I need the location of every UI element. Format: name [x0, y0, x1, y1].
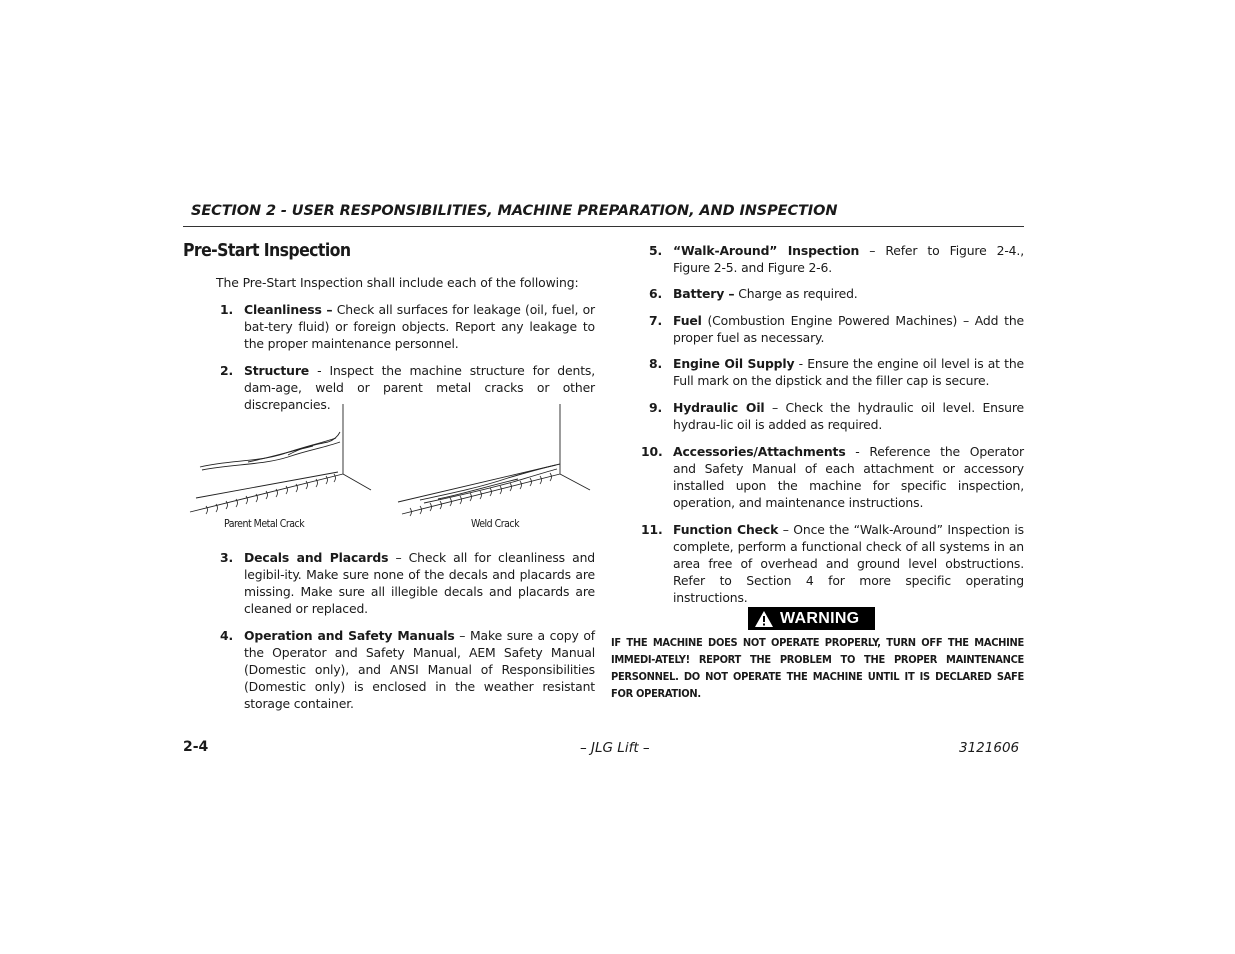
item-term: Engine Oil Supply	[673, 356, 795, 371]
warning-triangle-icon	[754, 610, 774, 628]
item-number: 9.	[649, 400, 663, 415]
item-term: Hydraulic Oil	[673, 400, 765, 415]
item-text: – Once the “Walk-Around” Inspection is complete, perform a functional check of all systems in an area free of overhead and ground level obstructions. Refer to Section 4 for more specific operating instructions.	[673, 522, 1024, 605]
item-text: - Ensure the engine oil level is at the Full mark on the dipstick and the filler cap is secure.	[673, 356, 1025, 388]
item-number: 10.	[641, 444, 663, 459]
doc-number: 3121606	[959, 740, 1020, 756]
item-text: Check all surfaces for leakage (oil, fuel, or bat-tery fluid) or foreign objects. Report any leakage to the proper maintenance personnel.	[244, 302, 595, 351]
item-text: – Check the hydraulic oil level. Ensure hydrau-lic oil is added as required.	[673, 400, 1024, 432]
item-text: - Reference the Operator and Safety Manual of each attachment or accessory installed upon the machine for specific inspection, operation, and maintenance instructions.	[673, 444, 1024, 510]
item-text: – Check all for cleanliness and legibil-ity. Make sure none of the decals and placards are missing. Make sure all illegible decals and placards are cleaned or replaced.	[244, 550, 595, 616]
item-term: Battery –	[673, 286, 735, 301]
item-term: Operation and Safety Manuals	[244, 628, 455, 643]
item-text: – Make sure a copy of the Operator and Safety Manual, AEM Safety Manual (Domestic only), and ANSI Manual of Responsibilities (Domestic only) is enclosed in the weather resistant storage container.	[244, 628, 595, 711]
item-term: “Walk-Around” Inspection	[673, 243, 860, 258]
warning-text: IF THE MACHINE DOES NOT OPERATE PROPERLY, TURN OFF THE MACHINE IMMEDI-ATELY! REPORT THE PROBLEM TO THE PROPER MAINTENANCE PERSONNEL. DO NOT OPERATE THE MACHINE UNTIL IT IS DECLARED SAFE FOR OPERATION.	[611, 636, 1024, 700]
item-number: 3.	[220, 550, 234, 565]
footer-center: – JLG Lift –	[580, 740, 650, 756]
intro-text: The Pre-Start Inspection shall include each of the following:	[216, 275, 579, 290]
item-text: - Inspect the machine structure for dents, dam-age, weld or parent metal cracks or other discrepancies.	[244, 363, 595, 412]
item-number: 4.	[220, 628, 234, 643]
item-number: 7.	[649, 313, 663, 328]
item-term: Accessories/Attachments	[673, 444, 846, 459]
item-number: 6.	[649, 286, 663, 301]
page-number: 2-4	[183, 739, 209, 755]
item-text: – Refer to Figure 2-4., Figure 2-5. and Figure 2-6.	[673, 243, 1024, 275]
item-term: Function Check	[673, 522, 779, 537]
figure-label-weld-crack: Weld Crack	[471, 518, 520, 530]
item-term: Structure	[244, 363, 310, 378]
warning-label: WARNING	[780, 609, 860, 627]
item-number: 8.	[649, 356, 663, 371]
item-number: 11.	[641, 522, 663, 537]
warning-badge	[748, 607, 875, 630]
item-text: Charge as required.	[734, 286, 858, 301]
crack-illustration	[188, 402, 598, 520]
item-term: Fuel	[673, 313, 702, 328]
item-text: (Combustion Engine Powered Machines) – Add the proper fuel as necessary.	[673, 313, 1024, 345]
item-term: Cleanliness –	[244, 302, 333, 317]
page-heading: Pre-Start Inspection	[183, 241, 351, 261]
figure-label-parent-metal-crack: Parent Metal Crack	[224, 518, 305, 530]
item-term: Decals and Placards	[244, 550, 389, 565]
section-title: SECTION 2 - USER RESPONSIBILITIES, MACHINE PREPARATION, AND INSPECTION	[191, 203, 838, 219]
item-number: 2.	[220, 363, 234, 378]
header-rule	[183, 226, 1024, 227]
item-number: 1.	[220, 302, 234, 317]
item-number: 5.	[649, 243, 663, 258]
